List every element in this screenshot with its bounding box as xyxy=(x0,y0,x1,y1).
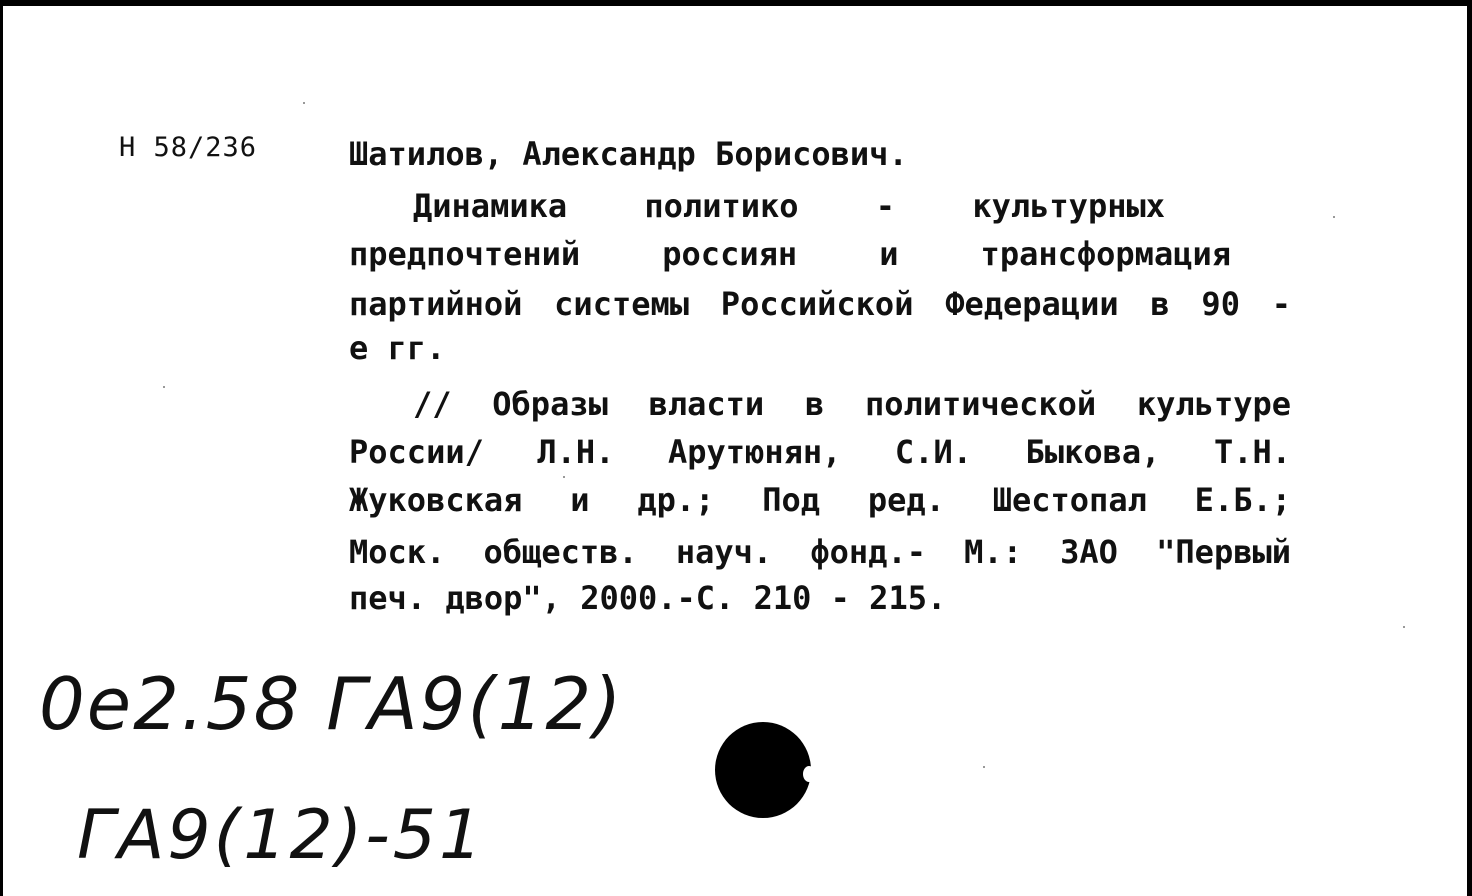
scan-noise xyxy=(1333,216,1335,218)
source-line-4: Моск. обществ. науч. фонд.- М.: ЗАО "Первый xyxy=(349,534,1291,570)
title-line-3: партийной системы Российской Федерации в 90 - xyxy=(349,286,1291,322)
call-number: Н 58/236 xyxy=(119,132,258,163)
source-line-2: России/ Л.Н. Арутюнян, С.И. Быкова, Т.Н. xyxy=(349,434,1291,470)
title-line-1: Динамика политико - культурных xyxy=(413,188,1165,224)
scan-noise xyxy=(163,386,165,388)
scan-noise xyxy=(303,102,305,104)
scan-noise xyxy=(983,766,985,768)
source-line-1: // Образы власти в политической культуре xyxy=(413,386,1291,422)
source-line-5: печ. двор", 2000.-С. 210 - 215. xyxy=(349,579,947,617)
handwritten-classification-mark: ГА9(12)-51 xyxy=(77,796,486,875)
scan-noise xyxy=(563,476,565,478)
title-line-2: предпочтений россиян и трансформация xyxy=(349,236,1231,272)
source-line-3: Жуковская и др.; Под ред. Шестопал Е.Б.; xyxy=(349,482,1291,518)
author-name: Шатилов, Александр Борисович. xyxy=(349,135,908,173)
title-line-4: е гг. xyxy=(349,329,446,367)
punch-hole xyxy=(715,722,811,818)
scan-noise xyxy=(1403,626,1405,628)
handwritten-shelf-mark: 0е2.58 ГА9(12) xyxy=(39,662,624,746)
